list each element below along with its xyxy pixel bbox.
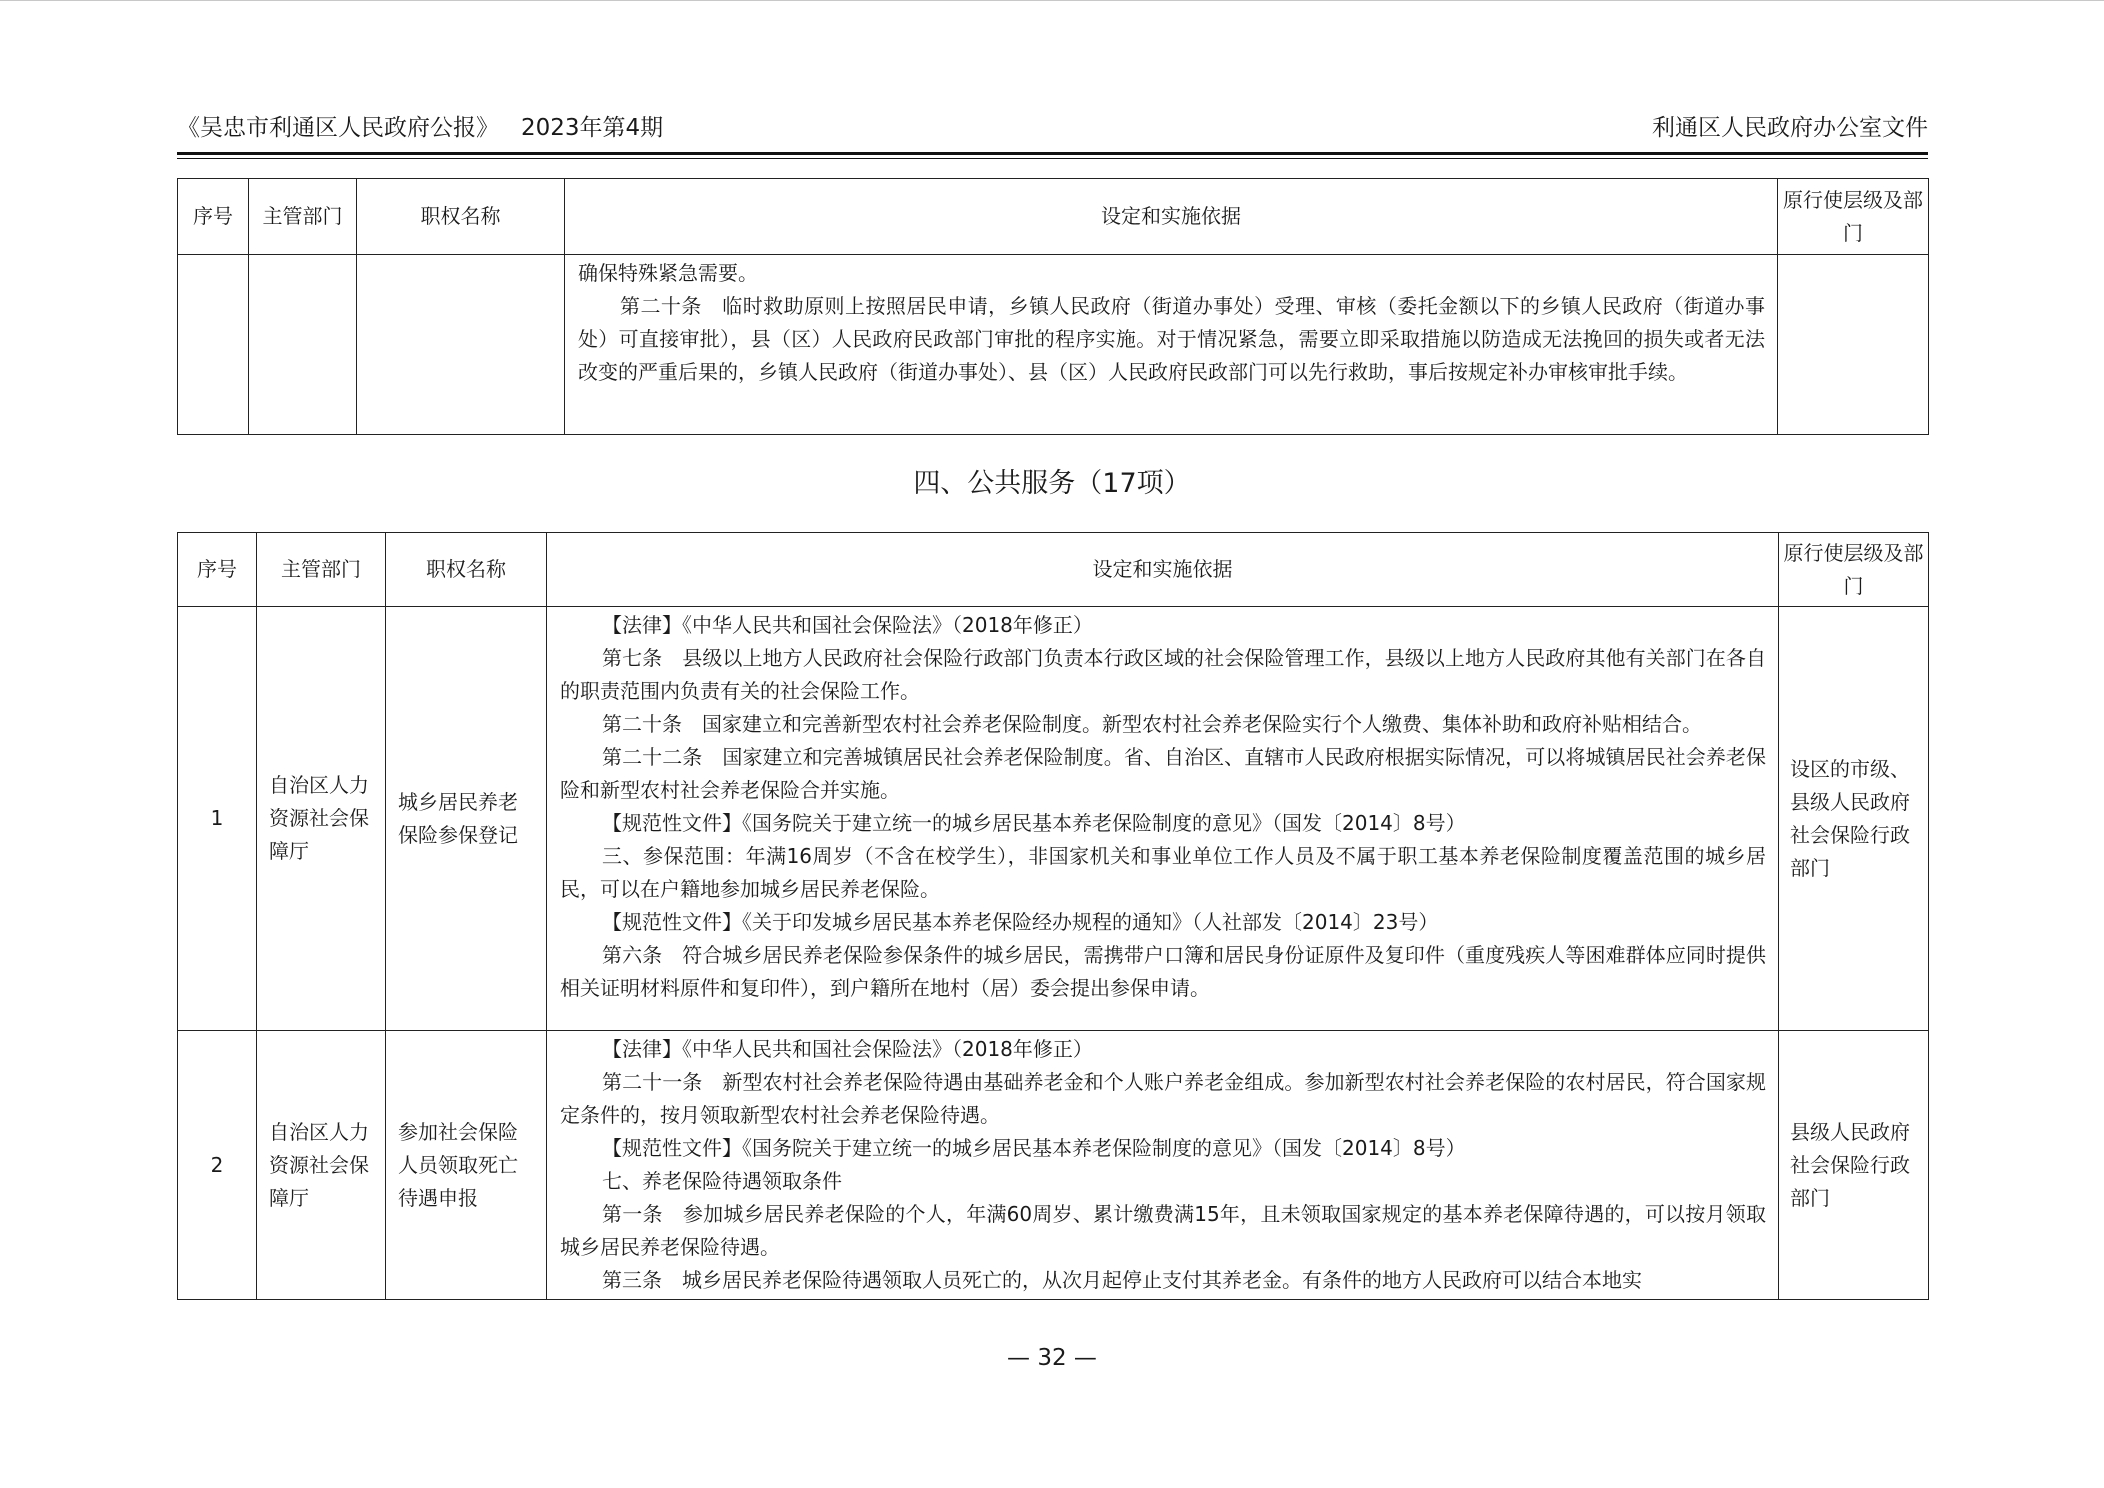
basis-paragraph: 第二十条 临时救助原则上按照居民申请，乡镇人民政府（街道办事处）受理、审核（委托金额以下的乡镇人民政府（街道办事处）可直接审批），县（区）人民政府民政部门审批的程序实施。对于情况紧急，需要立即采取措施以防造成无法挽回的损失或者无法改变的严重后果的，乡镇人民政府（街道办事处）、县（区）人民政府民政部门可以先行救助，事后按规定补办审核审批手续。 xyxy=(578,294,1765,384)
table-row xyxy=(178,255,1929,435)
cell-name: 参加社会保险人员领取死亡待遇申报 xyxy=(386,1031,547,1300)
basis-paragraph: 确保特殊紧急需要。 xyxy=(578,261,758,285)
table-row xyxy=(178,1031,1929,1300)
header-rule-thin xyxy=(177,158,1928,159)
cell-level: 设区的市级、县级人民政府社会保险行政部门 xyxy=(1779,607,1929,1031)
cell-dept xyxy=(249,255,357,435)
public-service-table xyxy=(177,532,1929,1300)
running-header xyxy=(177,108,1928,148)
header-rule-thick xyxy=(177,152,1928,155)
col-header-dept: 主管部门 xyxy=(257,533,386,607)
col-header-index: 序号 xyxy=(178,179,249,255)
table-row xyxy=(178,607,1929,1031)
col-header-dept: 主管部门 xyxy=(249,179,357,255)
cell-basis xyxy=(547,1031,1779,1300)
basis-paragraph: 第三条 城乡居民养老保险待遇领取人员死亡的，从次月起停止支付其养老金。有条件的地方人民政府可以结合本地实 xyxy=(602,1268,1642,1292)
table-header-row xyxy=(178,179,1929,255)
basis-paragraph: 七、养老保险待遇领取条件 xyxy=(602,1169,842,1193)
cell-dept: 自治区人力资源社会保障厅 xyxy=(257,1031,386,1300)
header-left xyxy=(177,108,663,148)
cell-name xyxy=(357,255,565,435)
cell-basis xyxy=(565,255,1778,435)
basis-paragraph: 【规范性文件】《国务院关于建立统一的城乡居民基本养老保险制度的意见》（国发〔2014〕8号） xyxy=(602,1136,1466,1160)
journal-title: 《吴忠市利通区人民政府公报》 xyxy=(177,115,499,141)
basis-paragraph: 【法律】《中华人民共和国社会保险法》（2018年修正） xyxy=(602,1037,1093,1061)
cell-dept: 自治区人力资源社会保障厅 xyxy=(257,607,386,1031)
page-top-border xyxy=(0,0,2104,1)
basis-paragraph: 【规范性文件】《关于印发城乡居民基本养老保险经办规程的通知》（人社部发〔2014〕23号） xyxy=(602,910,1439,934)
basis-paragraph: 第二十二条 国家建立和完善城镇居民社会养老保险制度。省、自治区、直辖市人民政府根据实际情况，可以将城镇居民社会养老保险和新型农村社会养老保险合并实施。 xyxy=(560,745,1766,802)
col-header-name: 职权名称 xyxy=(357,179,565,255)
cell-basis xyxy=(547,607,1779,1031)
col-header-basis: 设定和实施依据 xyxy=(565,179,1778,255)
col-header-name: 职权名称 xyxy=(386,533,547,607)
basis-paragraph: 三、参保范围：年满16周岁（不含在校学生），非国家机关和事业单位工作人员及不属于职工基本养老保险制度覆盖范围的城乡居民，可以在户籍地参加城乡居民养老保险。 xyxy=(560,844,1766,901)
basis-paragraph: 【法律】《中华人民共和国社会保险法》（2018年修正） xyxy=(602,613,1093,637)
table-header-row xyxy=(178,533,1929,607)
basis-paragraph: 第六条 符合城乡居民养老保险参保条件的城乡居民，需携带户口簿和居民身份证原件及复印件（重度残疾人等困难群体应同时提供相关证明材料原件和复印件），到户籍所在地村（居）委会提出参保申请。 xyxy=(560,943,1766,1000)
basis-paragraph: 第二十一条 新型农村社会养老保险待遇由基础养老金和个人账户养老金组成。参加新型农村社会养老保险的农村居民，符合国家规定条件的，按月领取新型农村社会养老保险待遇。 xyxy=(560,1070,1766,1127)
issuer-name: 利通区人民政府办公室文件 xyxy=(1652,115,1928,141)
basis-paragraph: 第七条 县级以上地方人民政府社会保险行政部门负责本行政区域的社会保险管理工作，县级以上地方人民政府其他有关部门在各自的职责范围内负责有关的社会保险工作。 xyxy=(560,646,1766,703)
continuation-table xyxy=(177,178,1929,435)
cell-index: 2 xyxy=(178,1031,257,1300)
cell-index xyxy=(178,255,249,435)
page-number: — 32 — xyxy=(1007,1345,1097,1371)
cell-index: 1 xyxy=(178,607,257,1031)
col-header-level: 原行使层级及部门 xyxy=(1778,179,1929,255)
col-header-basis: 设定和实施依据 xyxy=(547,533,1779,607)
issue-number: 2023年第4期 xyxy=(521,115,664,141)
basis-paragraph: 第一条 参加城乡居民养老保险的个人，年满60周岁、累计缴费满15年，且未领取国家规定的基本养老保障待遇的，可以按月领取城乡居民养老保险待遇。 xyxy=(560,1202,1766,1259)
section-title: 四、公共服务（17项） xyxy=(913,468,1191,499)
col-header-level: 原行使层级及部门 xyxy=(1779,533,1929,607)
cell-level: 县级人民政府社会保险行政部门 xyxy=(1779,1031,1929,1300)
basis-paragraph: 第二十条 国家建立和完善新型农村社会养老保险制度。新型农村社会养老保险实行个人缴费、集体补助和政府补贴相结合。 xyxy=(602,712,1702,736)
col-header-index: 序号 xyxy=(178,533,257,607)
cell-level xyxy=(1778,255,1929,435)
basis-paragraph: 【规范性文件】《国务院关于建立统一的城乡居民基本养老保险制度的意见》（国发〔2014〕8号） xyxy=(602,811,1466,835)
cell-name: 城乡居民养老保险参保登记 xyxy=(386,607,547,1031)
